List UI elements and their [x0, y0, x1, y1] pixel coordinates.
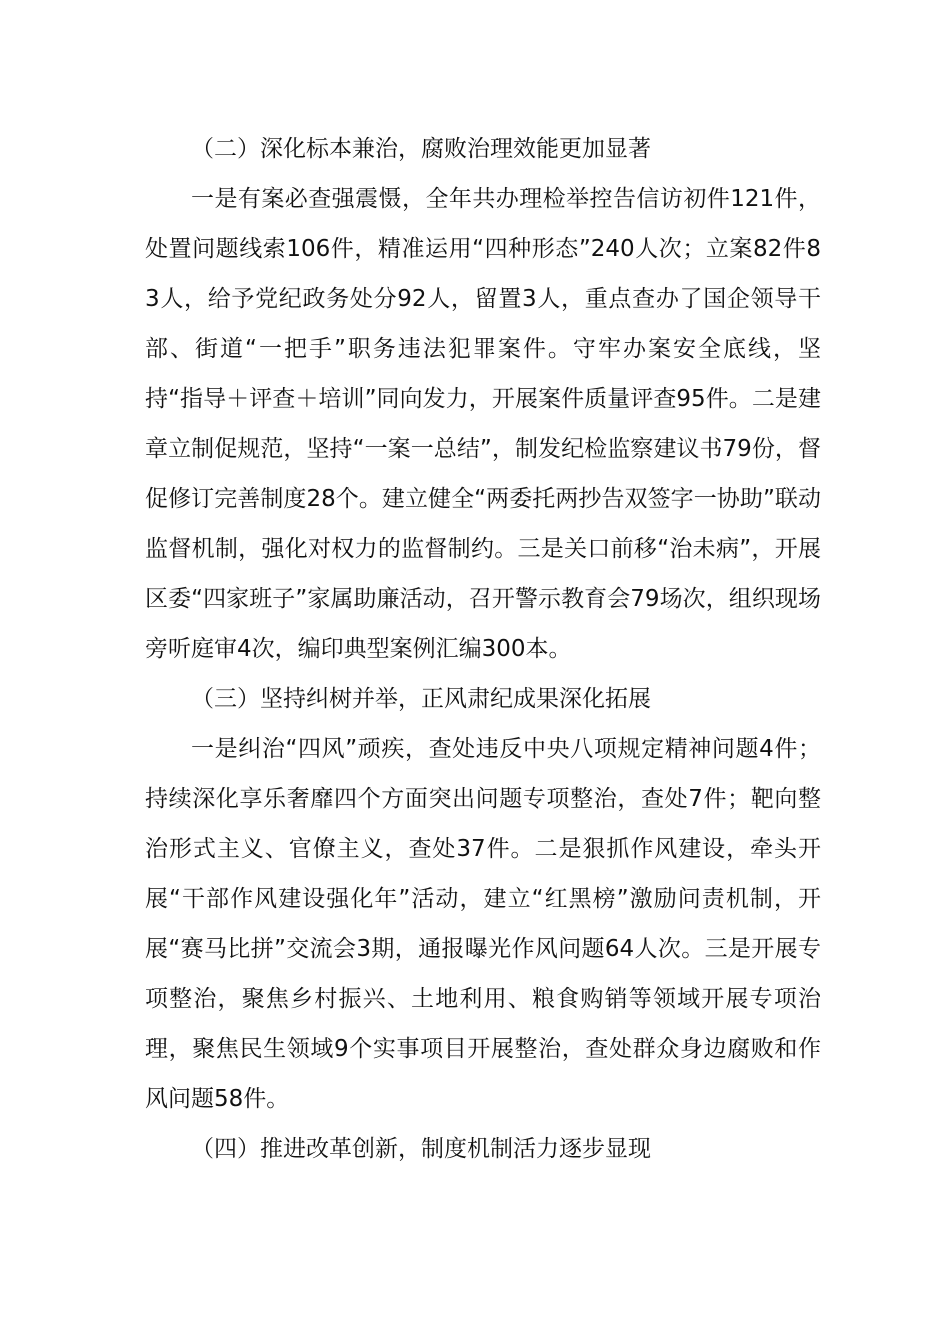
section-heading-4: （四）推进改革创新，制度机制活力逐步显现	[191, 1136, 651, 1162]
document-body	[145, 124, 821, 1174]
section-paragraph-2: 一是有案必查强震慑，全年共办理检举控告信访初件121件，处置问题线索106件，精准运用“四种形态”240人次；立案82件83人，给予党纪政务处分92人，留置3人，重点查办了国企领导干部、街道“一把手”职务违法犯罪案件。守牢办案安全底线，坚持“指导＋评查＋培训”同向发力，开展案件质量评查95件。二是建章立制促规范，坚持“一案一总结”，制发纪检监察建议书79份，督促修订完善制度28个。建立健全“两委托两抄告双签字一协助”联动监督机制，强化对权力的监督制约。三是关口前移“治未病”，开展区委“四家班子”家属助廉活动，召开警示教育会79场次，组织现场旁听庭审4次，编印典型案例汇编300本。	[145, 186, 821, 662]
section-paragraph-3: 一是纠治“四风”顽疾，查处违反中央八项规定精神问题4件；持续深化享乐奢靡四个方面突出问题专项整治，查处7件；靶向整治形式主义、官僚主义，查处37件。二是狠抓作风建设，牵头开展“干部作风建设强化年”活动，建立“红黑榜”激励问责机制，开展“赛马比拼”交流会3期，通报曝光作风问题64人次。三是开展专项整治，聚焦乡村振兴、土地利用、粮食购销等领域开展专项治理，聚焦民生领域9个实事项目开展整治，查处群众身边腐败和作风问题58件。	[145, 736, 821, 1112]
section-heading-2: （二）深化标本兼治，腐败治理效能更加显著	[191, 136, 651, 162]
section-heading-3: （三）坚持纠树并举，正风肃纪成果深化拓展	[191, 686, 651, 712]
